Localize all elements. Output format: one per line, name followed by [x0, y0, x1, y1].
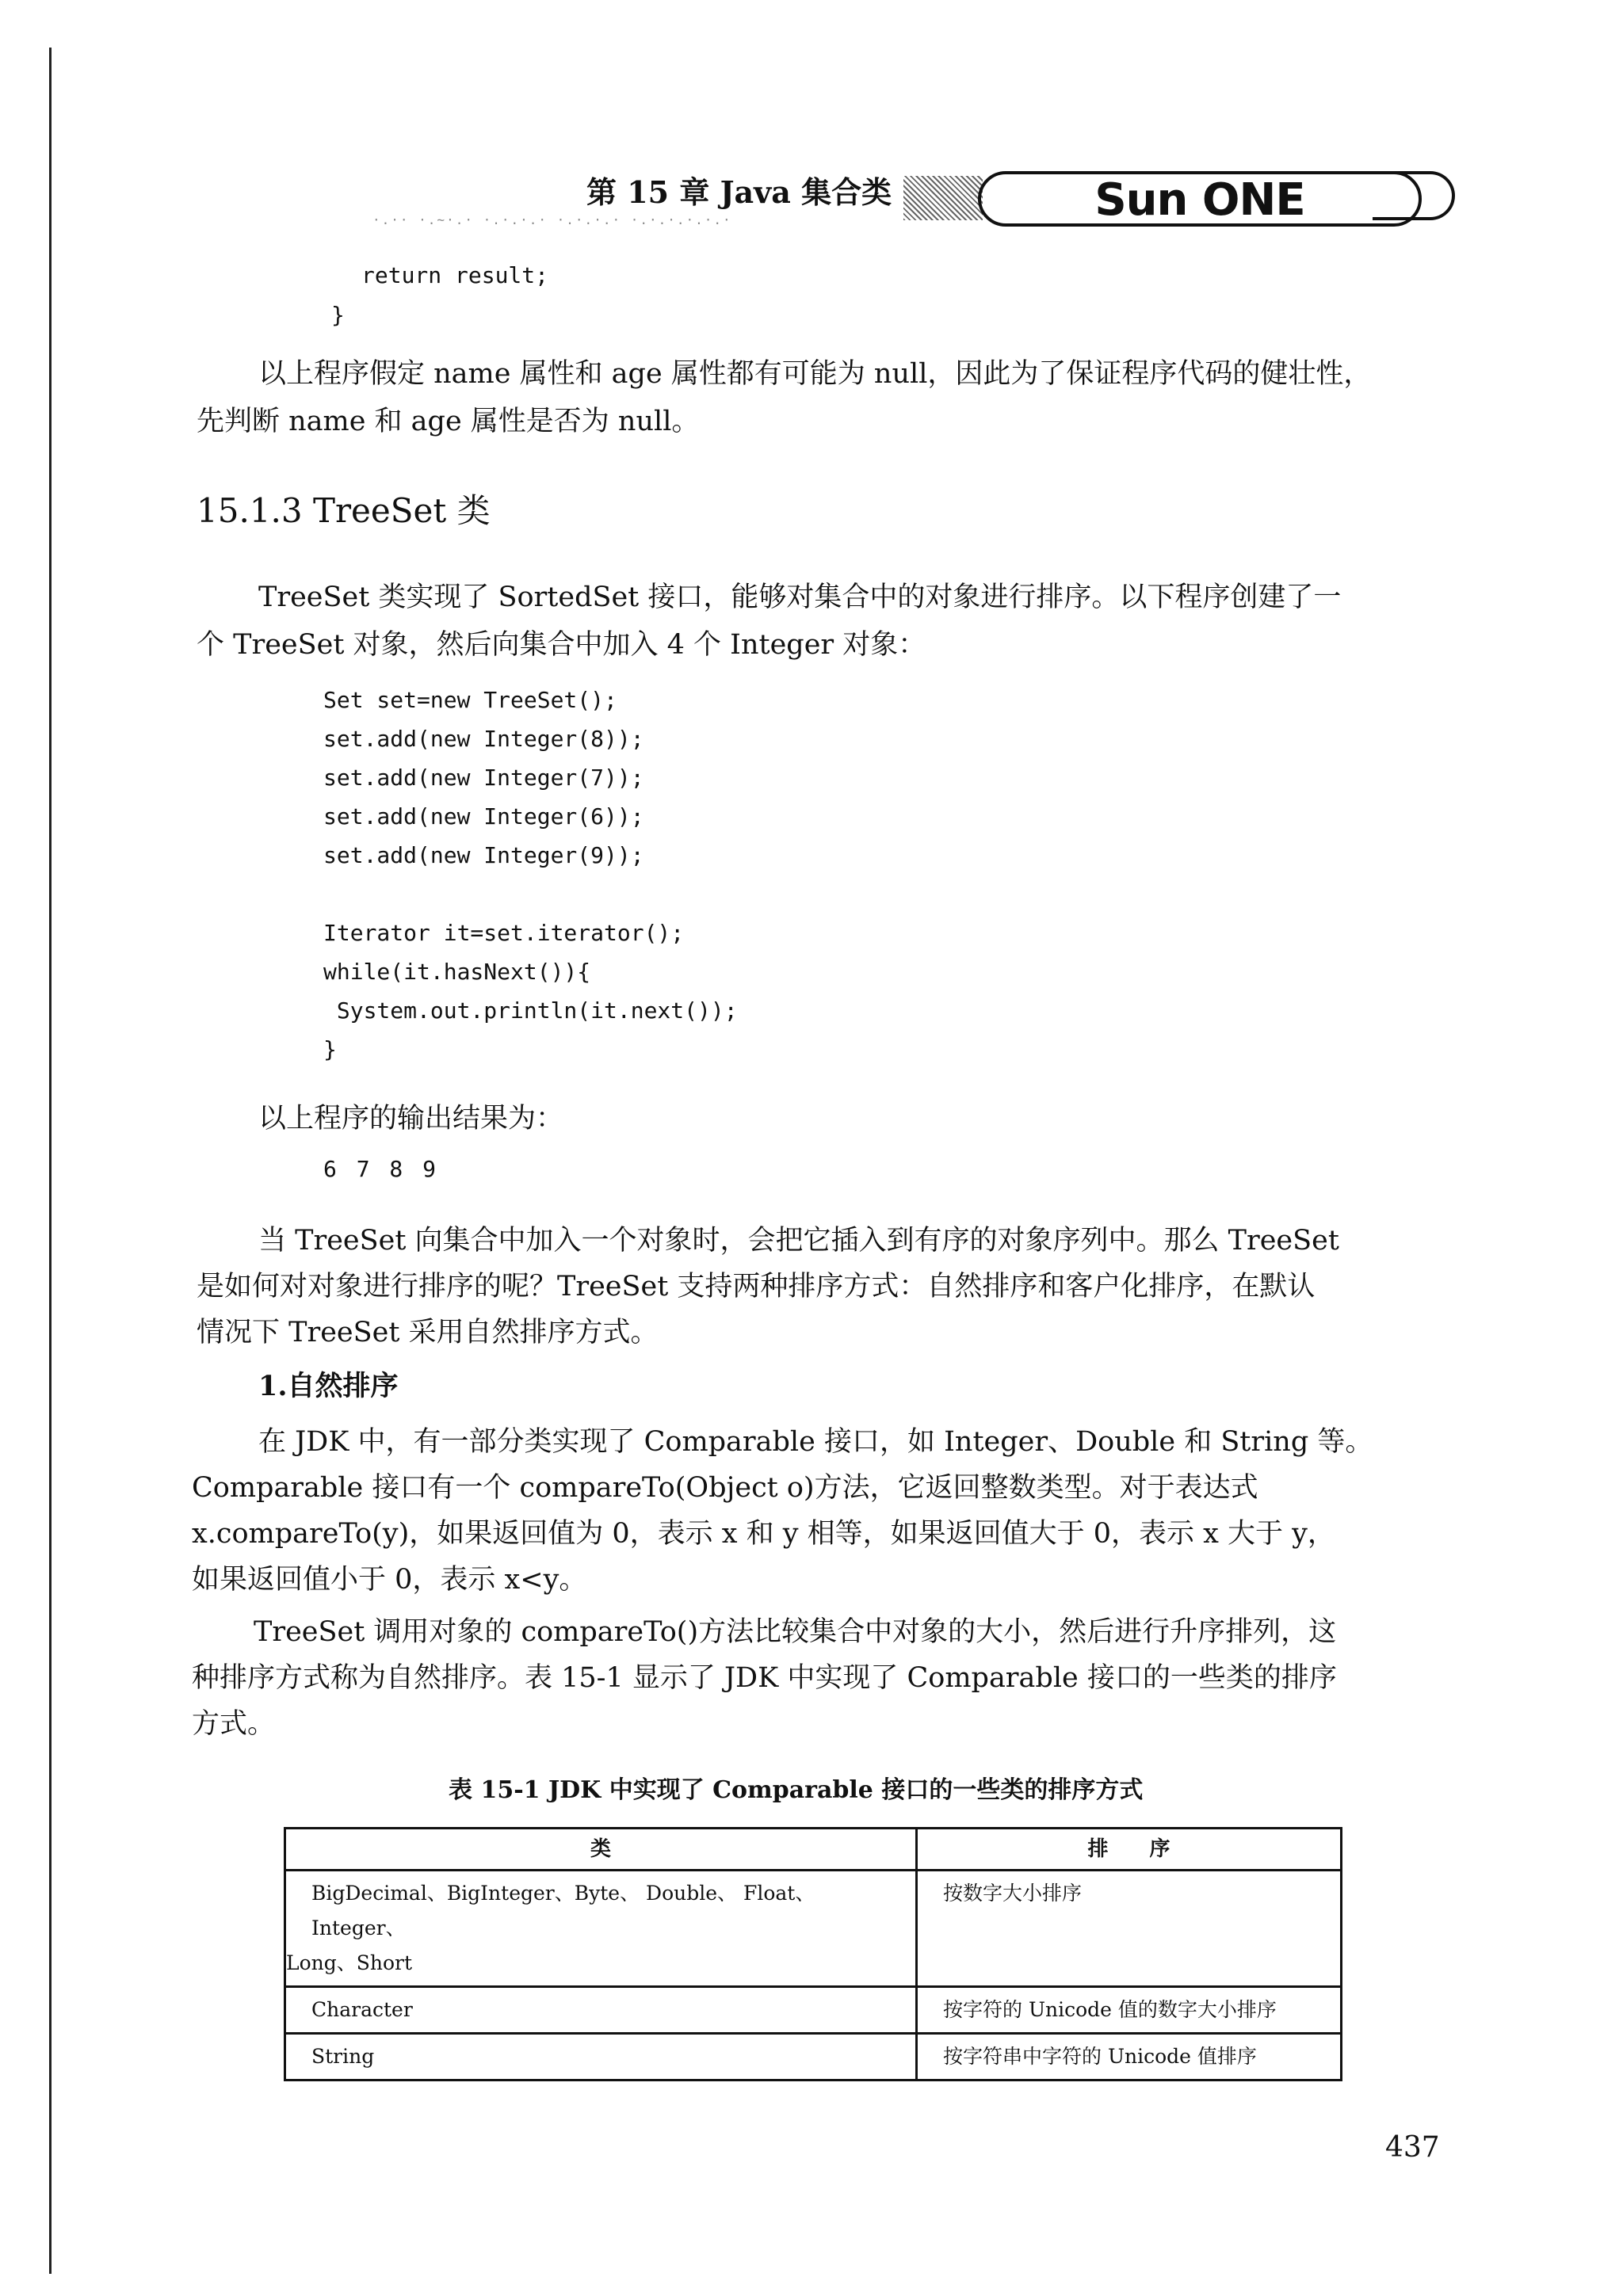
paragraph-line: 是如何对对象进行排序的呢？TreeSet 支持两种排序方式：自然排序和客户化排序，在默认 — [197, 1271, 1316, 1302]
table-cell-text: Character — [311, 1998, 413, 2021]
table-cell-text: BigDecimal、BigInteger、Byte、 Double、 Float、Integer、 — [311, 1882, 815, 1939]
table-row — [285, 1987, 1342, 2034]
table-cell — [285, 1987, 917, 2034]
table-cell-text: 按数字大小排序 — [943, 1882, 1083, 1905]
code-block — [323, 689, 738, 1077]
page-number: 437 — [1385, 2131, 1440, 2164]
sort-table — [284, 1827, 1342, 2081]
table-cell — [285, 2034, 917, 2081]
code-line: while(it.hasNext()){ — [323, 959, 591, 985]
chapter-header: 第 15 章 Java 集合类 — [586, 174, 892, 210]
section-title: 15.1.3 TreeSet 类 — [197, 491, 491, 530]
header-decoration: ·.·· ·.~·.· ·.·.·.· ·.·.·.· ·.·.·.·.·.· — [372, 212, 732, 227]
paragraph-line: 当 TreeSet 向集合中加入一个对象时，会把它插入到有序的对象序列中。那么 TreeSet — [258, 1225, 1339, 1257]
subsection-title: 1.自然排序 — [258, 1370, 399, 1402]
code-line — [323, 883, 738, 922]
code-line: set.add(new Integer(9)); — [323, 842, 644, 868]
code-line: } — [323, 1036, 337, 1062]
sun-one-logo-text: Sun ONE — [1094, 174, 1305, 226]
table-header-sort: 排 序 — [917, 1829, 1342, 1871]
output-value: 6 7 8 9 — [323, 1156, 440, 1182]
paragraph-line: TreeSet 类实现了 SortedSet 接口，能够对集合中的对象进行排序。以下程序创建了一 — [258, 582, 1342, 613]
paragraph-line: 先判断 name 和 age 属性是否为 null。 — [197, 406, 700, 437]
table-cell — [917, 2034, 1342, 2081]
code-line: } — [331, 302, 345, 328]
paragraph-line: x.compareTo(y)，如果返回值为 0，表示 x 和 y 相等，如果返回值大于 0，表示 x 大于 y， — [192, 1518, 1335, 1550]
code-line: Set set=new TreeSet(); — [323, 687, 617, 713]
paragraph-line: 种排序方式称为自然排序。表 15-1 显示了 JDK 中实现了 Comparable 接口的一些类的排序 — [192, 1662, 1337, 1694]
code-line: set.add(new Integer(8)); — [323, 726, 644, 752]
paragraph-line: Comparable 接口有一个 compareTo(Object o)方法，它返回整数类型。对于表达式 — [192, 1472, 1258, 1504]
paragraph-line: 情况下 TreeSet 采用自然排序方式。 — [197, 1317, 659, 1348]
table-cell — [917, 1871, 1342, 1987]
paragraph-line: TreeSet 调用对象的 compareTo()方法比较集合中对象的大小，然后进行升序排列，这 — [254, 1616, 1337, 1648]
code-line: System.out.println(it.next()); — [323, 997, 738, 1024]
code-line: set.add(new Integer(7)); — [323, 765, 644, 791]
table-cell — [285, 1871, 917, 1987]
table-header-row — [285, 1829, 1342, 1871]
binding-line — [49, 48, 52, 2274]
paragraph-line: 在 JDK 中，有一部分类实现了 Comparable 接口，如 Integer、Double 和 String 等。 — [258, 1426, 1373, 1458]
code-line: set.add(new Integer(6)); — [323, 803, 644, 830]
paragraph-line: 方式。 — [192, 1708, 276, 1740]
header-texture — [903, 176, 983, 220]
code-line: return result; — [361, 262, 549, 288]
table-header-class: 类 — [285, 1829, 917, 1871]
table-cell-text: 按字符的 Unicode 值的数字大小排序 — [943, 1998, 1277, 2021]
table-caption: 表 15-1 JDK 中实现了 Comparable 接口的一些类的排序方式 — [449, 1776, 1144, 1804]
table-cell — [917, 1987, 1342, 2034]
table-row — [285, 1871, 1342, 1987]
table-row — [285, 2034, 1342, 2081]
table-cell-text: String — [311, 2045, 375, 2068]
output-label: 以上程序的输出结果为： — [258, 1103, 564, 1135]
table-cell-text: Long、Short — [286, 1951, 413, 1974]
paragraph-line: 以上程序假定 name 属性和 age 属性都有可能为 null，因此为了保证程序代码的健壮性， — [258, 358, 1372, 390]
code-line: Iterator it=set.iterator(); — [323, 920, 685, 946]
table-cell-text: 按字符串中字符的 Unicode 值排序 — [943, 2045, 1257, 2068]
paragraph-line: 如果返回值小于 0，表示 x<y。 — [192, 1564, 587, 1596]
paragraph-line: 个 TreeSet 对象，然后向集合中加入 4 个 Integer 对象： — [197, 629, 926, 661]
